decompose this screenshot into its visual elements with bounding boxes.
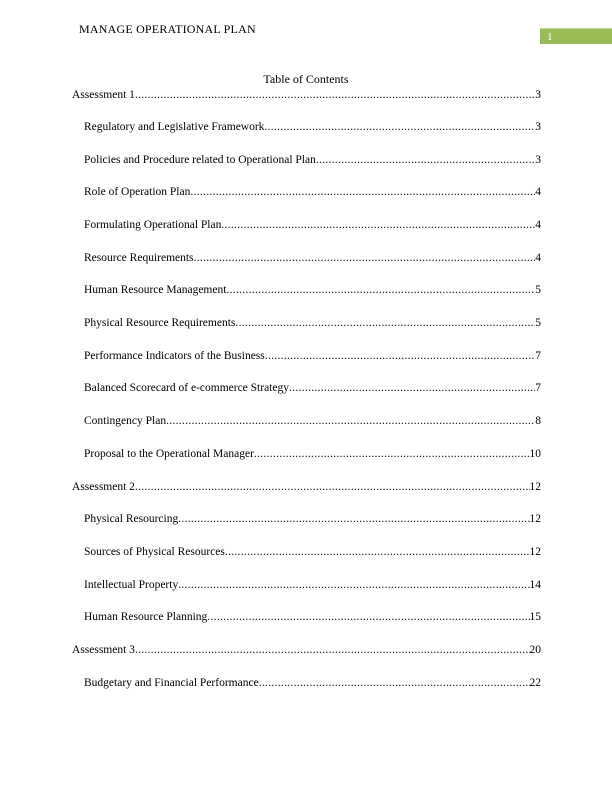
page-header-title: MANAGE OPERATIONAL PLAN (79, 22, 256, 36)
toc-entry-assessment-3[interactable] (72, 643, 541, 657)
toc-entry-assessment-2[interactable] (72, 480, 541, 494)
toc-entry-label: Formulating Operational Plan (84, 219, 222, 231)
toc-dot-leader (190, 185, 535, 199)
toc-dot-leader (259, 676, 530, 690)
toc-dot-leader (178, 512, 529, 526)
toc-dot-leader (316, 153, 535, 167)
toc-entry-budgetary-financial-performance[interactable] (84, 676, 541, 690)
toc-entry-label: Regulatory and Legislative Framework (84, 121, 265, 133)
toc-entry-label: Budgetary and Financial Performance (84, 677, 259, 689)
toc-entry-page: 12 (529, 513, 541, 525)
toc-entry-label: Assessment 3 (72, 644, 135, 656)
toc-entry-page: 12 (529, 481, 541, 493)
toc-entry-page: 15 (529, 611, 541, 623)
toc-entry-formulating-plan[interactable] (84, 218, 541, 232)
toc-dot-leader (135, 88, 535, 102)
toc-dot-leader (207, 610, 529, 624)
toc-dot-leader (194, 251, 536, 265)
toc-entry-page: 3 (535, 121, 541, 133)
toc-entry-page: 8 (535, 415, 541, 427)
toc-entry-label: Contingency Plan (84, 415, 167, 427)
toc-entry-page: 14 (529, 579, 541, 591)
toc-dot-leader (264, 120, 535, 134)
toc-entry-page: 5 (535, 284, 541, 296)
toc-heading: Table of Contents (263, 72, 349, 86)
toc-entry-label: Human Resource Management (84, 284, 227, 296)
toc-entry-page: 7 (535, 382, 541, 394)
toc-entry-page: 22 (529, 677, 541, 689)
toc-dot-leader (135, 480, 530, 494)
toc-dot-leader (225, 545, 530, 559)
page-number-badge (540, 28, 612, 44)
toc-entry-human-resource-planning[interactable] (84, 610, 541, 624)
toc-dot-leader (178, 578, 529, 592)
toc-entry-assessment-1[interactable] (72, 88, 541, 102)
toc-entry-intellectual-property[interactable] (84, 578, 541, 592)
toc-entry-label: Physical Resource Requirements (84, 317, 236, 329)
toc-entry-physical-resource-requirements[interactable] (84, 316, 541, 330)
toc-entry-page: 4 (535, 219, 541, 231)
toc-dot-leader (226, 283, 535, 297)
toc-entry-label: Proposal to the Operational Manager (84, 448, 254, 460)
toc-entry-physical-resourcing[interactable] (84, 512, 541, 526)
toc-entry-resource-requirements[interactable] (84, 251, 541, 265)
toc-entry-performance-indicators[interactable] (84, 349, 541, 363)
page-number: 1 (547, 31, 553, 43)
toc-dot-leader (166, 414, 535, 428)
toc-dot-leader (254, 447, 530, 461)
toc-entry-label: Intellectual Property (84, 579, 179, 591)
toc-entry-page: 7 (535, 350, 541, 362)
toc-entry-proposal-operational-manager[interactable] (84, 447, 541, 461)
toc-dot-leader (135, 643, 530, 657)
toc-entry-label: Performance Indicators of the Business (84, 350, 265, 362)
toc-entry-balanced-scorecard[interactable] (84, 381, 541, 395)
toc-dot-leader (265, 349, 535, 363)
toc-dot-leader (221, 218, 535, 232)
toc-entry-page: 3 (535, 89, 541, 101)
toc-entry-label: Assessment 1 (72, 89, 135, 101)
toc-entry-policies-procedure[interactable] (84, 153, 541, 167)
toc-entry-label: Human Resource Planning (84, 611, 208, 623)
toc-entry-page: 12 (529, 546, 541, 558)
toc-dot-leader (235, 316, 535, 330)
toc-entry-label: Sources of Physical Resources (84, 546, 225, 558)
toc-entry-page: 5 (535, 317, 541, 329)
toc-entry-label: Balanced Scorecard of e-commerce Strategy (84, 382, 289, 394)
toc-entry-label: Physical Resourcing (84, 513, 179, 525)
toc-entry-contingency-plan[interactable] (84, 414, 541, 428)
toc-entry-label: Policies and Procedure related to Operational Plan (84, 154, 316, 166)
toc-entry-label: Role of Operation Plan (84, 186, 191, 198)
toc-entry-human-resource-management[interactable] (84, 283, 541, 297)
toc-entry-role-operation-plan[interactable] (84, 185, 541, 199)
toc-dot-leader (289, 381, 535, 395)
toc-entry-page: 3 (535, 154, 541, 166)
toc-entry-page: 4 (535, 252, 541, 264)
toc-entry-page: 4 (535, 186, 541, 198)
toc-entry-label: Resource Requirements (84, 252, 194, 264)
toc-entry-label: Assessment 2 (72, 481, 135, 493)
toc-entry-page: 20 (529, 644, 541, 656)
toc-entry-sources-physical-resources[interactable] (84, 545, 541, 559)
toc-entry-regulatory-framework[interactable] (84, 120, 541, 134)
toc-entry-page: 10 (529, 448, 541, 460)
